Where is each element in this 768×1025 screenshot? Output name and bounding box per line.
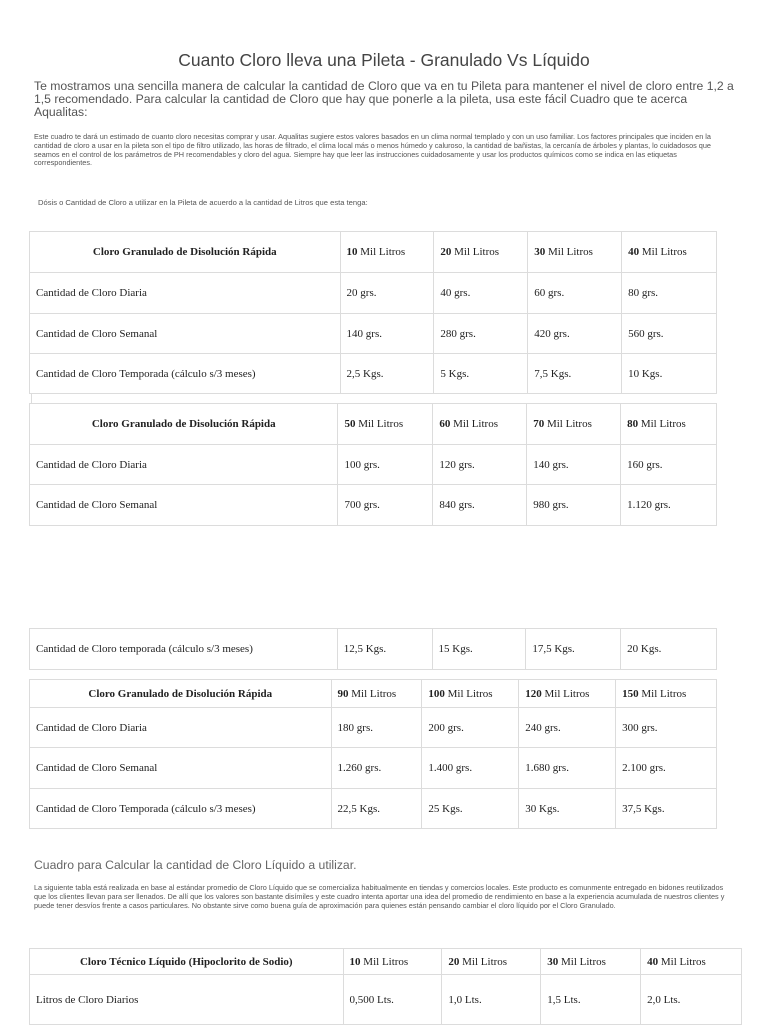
table-header-row [30,949,742,975]
table-cell: 10 Kgs. [622,354,717,394]
table-cell: 60 grs. [528,273,622,314]
table-header-label: Cloro Técnico Líquido (Hipoclorito de Sodio) [30,949,344,975]
table-cell: 22,5 Kgs. [331,789,422,829]
table-cell: 160 grs. [621,445,717,485]
table-cell: 2,5 Kgs. [340,354,434,394]
table-cell: 1.120 grs. [621,485,717,526]
table-cell: 1.260 grs. [331,748,422,789]
table-cell: 25 Kgs. [422,789,519,829]
table-cell: 700 grs. [338,485,433,526]
table-row [30,354,717,394]
table-cell: 15 Kgs. [432,629,526,670]
capacity-header: 120 Mil Litros [519,680,616,708]
table-header-label: Cloro Granulado de Disolución Rápida [30,404,338,445]
table-header-row [30,232,717,273]
capacity-header: 10 Mil Litros [343,949,442,975]
row-label: Cantidad de Cloro Temporada (cálculo s/3 meses) [30,789,332,829]
capacity-header: 80 Mil Litros [621,404,717,445]
table-row [30,485,717,526]
table-cell: 1,0 Lts. [442,975,541,1025]
table-row [30,629,717,670]
table-cell: 300 grs. [616,708,717,748]
divider [31,393,32,403]
table-cell: 2.100 grs. [616,748,717,789]
table-cell: 560 grs. [622,314,717,354]
capacity-header: 40 Mil Litros [641,949,742,975]
capacity-header: 10 Mil Litros [340,232,434,273]
row-label: Cantidad de Cloro Semanal [30,314,341,354]
table-cell: 420 grs. [528,314,622,354]
capacity-header: 50 Mil Litros [338,404,433,445]
intro-paragraph: Te mostramos una sencilla manera de calcular la cantidad de Cloro que va en tu Pileta para mantener el nivel de cloro entre 1,2 a 1,5 recomendado. Para calcular la cantidad de Cloro que hay que ponerle a la pileta, usa este fácil Cuadro que te acerca Aqualitas: [34,79,734,119]
table-cell: 0,500 Lts. [343,975,442,1025]
granulado-table-50-80-season [29,628,717,670]
table-cell: 240 grs. [519,708,616,748]
table-header-label: Cloro Granulado de Disolución Rápida [30,232,341,273]
table-cell: 1,5 Lts. [541,975,641,1025]
table-cell: 7,5 Kgs. [528,354,622,394]
liquid-section-title: Cuadro para Calcular la cantidad de Cloro Líquido a utilizar. [34,858,357,872]
note-paragraph: Este cuadro te dará un estimado de cuanto cloro necesitas comprar y usar. Aqualitas sugiere estos valores basados en un clima normal templado y con un uso familiar. Los factores principales que inciden en la cantidad de cloro a usar en la pileta son el tipo de filtro utilizado, las horas de filtrado, el clima local más o menos húmedo y caluroso, la cantidad de bañistas, la cercanía de árboles y plantas, lo cuidadosos que seamos en el control de los parámetros de PH recomendables y cloro del agua. Siempre hay que leer las instrucciones cuidadosamente y usar los productos químicos como se indica en las etiquetas correspondientes. [34,132,711,168]
liquid-note-paragraph: La siguiente tabla está realizada en base al estándar promedio de Cloro Líquido que se comercializa habitualmente en tiendas y comercios locales. Este producto es comunmente entregado en bidones reutilizados que los clientes llevan para ser llenados. De allí que los valores son bastante disímiles y este cuadro intenta aportar una idea del promedio de rendimiento en base a la experiencia acumulada de nuestros clientes y puede tener desvíos frente a casos particulares. No obstante sirve como buena guía de aproximación para quienes están pensando cambiar el cloro líquido por el Cloro Granulado. [34,883,725,910]
granulado-table-10-40 [29,231,717,394]
table-cell: 20 Kgs. [621,629,717,670]
table-cell: 140 grs. [340,314,434,354]
row-label: Cantidad de Cloro Diaria [30,273,341,314]
capacity-header: 30 Mil Litros [541,949,641,975]
table-row [30,273,717,314]
table-row [30,314,717,354]
table-header-row [30,404,717,445]
table-cell: 5 Kgs. [434,354,528,394]
capacity-header: 150 Mil Litros [616,680,717,708]
table-row [30,708,717,748]
row-label: Cantidad de Cloro temporada (cálculo s/3 meses) [30,629,338,670]
capacity-header: 40 Mil Litros [622,232,717,273]
table-row [30,748,717,789]
row-label: Cantidad de Cloro Diaria [30,445,338,485]
dosis-caption: Dósis o Cantidad de Cloro a utilizar en la Pileta de acuerdo a la cantidad de Litros que esta tenga: [38,198,368,207]
row-label: Cantidad de Cloro Semanal [30,485,338,526]
table-cell: 17,5 Kgs. [526,629,621,670]
capacity-header: 70 Mil Litros [527,404,621,445]
table-header-label: Cloro Granulado de Disolución Rápida [30,680,332,708]
table-cell: 980 grs. [527,485,621,526]
capacity-header: 100 Mil Litros [422,680,519,708]
table-cell: 20 grs. [340,273,434,314]
row-label: Cantidad de Cloro Diaria [30,708,332,748]
table-cell: 140 grs. [527,445,621,485]
table-cell: 2,0 Lts. [641,975,742,1025]
liquid-table-10-40 [29,948,742,1025]
table-row [30,975,742,1025]
capacity-header: 20 Mil Litros [434,232,528,273]
granulado-table-90-150 [29,679,717,829]
capacity-header: 30 Mil Litros [528,232,622,273]
capacity-header: 60 Mil Litros [433,404,527,445]
table-cell: 80 grs. [622,273,717,314]
table-cell: 1.680 grs. [519,748,616,789]
row-label: Cantidad de Cloro Temporada (cálculo s/3 meses) [30,354,341,394]
table-cell: 100 grs. [338,445,433,485]
table-cell: 180 grs. [331,708,422,748]
row-label: Cantidad de Cloro Semanal [30,748,332,789]
table-cell: 840 grs. [433,485,527,526]
table-cell: 12,5 Kgs. [337,629,432,670]
row-label: Litros de Cloro Diarios [30,975,344,1025]
table-row [30,789,717,829]
table-cell: 1.400 grs. [422,748,519,789]
table-cell: 30 Kgs. [519,789,616,829]
table-header-row [30,680,717,708]
granulado-table-50-80 [29,403,717,526]
table-cell: 37,5 Kgs. [616,789,717,829]
capacity-header: 90 Mil Litros [331,680,422,708]
table-cell: 120 grs. [433,445,527,485]
table-cell: 200 grs. [422,708,519,748]
table-cell: 40 grs. [434,273,528,314]
table-row [30,445,717,485]
page-title: Cuanto Cloro lleva una Pileta - Granulado Vs Líquido [178,50,590,70]
capacity-header: 20 Mil Litros [442,949,541,975]
table-cell: 280 grs. [434,314,528,354]
